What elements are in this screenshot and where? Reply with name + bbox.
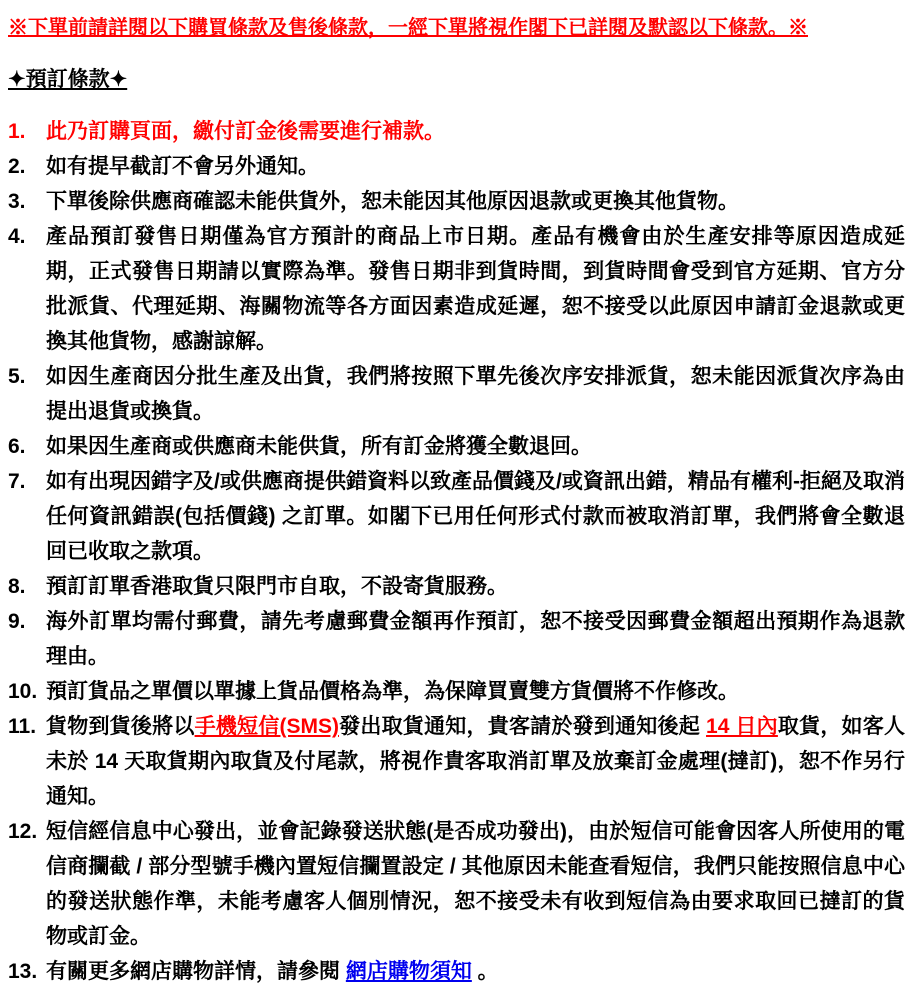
shop-guide-link[interactable]: 網店購物須知 [345, 960, 472, 983]
term-number: 2. [8, 155, 26, 178]
term-text [46, 954, 905, 989]
term-number: 5. [8, 365, 26, 388]
terms-item-6 [8, 429, 905, 464]
term-text-segment: 取貨，如客人未於 14 天取貨期內取貨及付尾款，將視作貴客取消訂單及放棄訂金處理(撻訂)，恕不作另行通知。 [46, 715, 906, 808]
term-text-segment: 預訂訂單香港取貨只限門市自取，不設寄貨服務。 [46, 575, 508, 598]
term-text-segment: 如有提早截訂不會另外通知。 [46, 155, 319, 178]
term-number: 6. [8, 435, 26, 458]
term-text-segment: 產品預訂發售日期僅為官方預計的商品上市日期。產品有機會由於生產安排等原因造成延期，正式發售日期請以實際為準。發售日期非到貨時間，到貨時間會受到官方延期、官方分批派貨、代理延期、海關物流等各方面因素造成延遲，恕不接受以此原因申請訂金退款或更換其他貨物，感謝諒解。 [46, 225, 905, 353]
terms-item-12 [8, 814, 905, 954]
term-text-segment: 如有出現因錯字及/或供應商提供錯資料以致產品價錢及/或資訊出錯，精品有權利-拒絕及取消任何資訊錯誤(包括價錢) 之訂單。如閣下已用任何形式付款而被取消訂單，我們將會全數退回已收取之款項。 [46, 470, 905, 563]
terms-item-8 [8, 569, 905, 604]
term-text [46, 569, 905, 604]
terms-item-11 [8, 709, 905, 814]
term-text [46, 464, 905, 569]
term-text-segment: 發出取貨通知，貴客請於發到通知後起 [338, 715, 707, 738]
term-text-segment: 。 [471, 960, 499, 983]
term-number: 1. [8, 120, 26, 143]
terms-list [8, 114, 905, 989]
section-header-preorder-terms: ✦預訂條款✦ [8, 68, 128, 91]
term-text [46, 604, 905, 674]
term-number: 13. [8, 960, 38, 983]
terms-item-3 [8, 184, 905, 219]
term-number: 10. [8, 680, 38, 703]
term-text [46, 814, 905, 954]
term-number: 12. [8, 820, 38, 843]
term-text [46, 184, 905, 219]
term-text [46, 709, 905, 814]
terms-item-9 [8, 604, 905, 674]
term-text-segment: 海外訂單均需付郵費，請先考慮郵費金額再作預訂，恕不接受因郵費金額超出預期作為退款理由。 [46, 610, 905, 668]
term-number: 11. [8, 715, 37, 738]
term-text-segment: 預訂貨品之單價以單據上貨品價格為準，為保障買賣雙方貨價將不作修改。 [46, 680, 739, 703]
term-text-segment: 如因生產商因分批生產及出貨，我們將按照下單先後次序安排派貨，恕未能因派貨次序為由提出退貨或換貨。 [46, 365, 905, 423]
term-number: 7. [8, 470, 26, 493]
terms-item-5 [8, 359, 905, 429]
term-text-segment: 貨物到貨後將以 [46, 715, 195, 738]
emphasis-red-underline: 手機短信(SMS) [194, 715, 339, 738]
page-title: ※下單前請詳閱以下購買條款及售後條款，一經下單將視作閣下已詳閱及默認以下條款。※ [8, 17, 808, 39]
term-text-segment: 有關更多網店購物詳情，請參閱 [46, 960, 346, 983]
terms-item-7 [8, 464, 905, 569]
term-text [46, 359, 905, 429]
term-text-segment: 短信經信息中心發出，並會記錄發送狀態(是否成功發出)，由於短信可能會因客人所使用的電信商攔截 / 部分型號手機內置短信攔置設定 / 其他原因未能查看短信，我們只能按照信息中心的發送狀態作準，未能考慮客人個別情況，恕不接受未有收到短信為由要求取回已撻訂的貨物或訂金。 [46, 820, 905, 948]
terms-item-13 [8, 954, 905, 989]
term-text [46, 149, 905, 184]
term-number: 4. [8, 225, 26, 248]
terms-item-2 [8, 149, 905, 184]
term-text [46, 429, 905, 464]
term-number: 3. [8, 190, 26, 213]
term-text-segment: 下單後除供應商確認未能供貨外，恕未能因其他原因退款或更換其他貨物。 [46, 190, 739, 213]
term-text [46, 114, 905, 149]
term-text [46, 219, 905, 359]
terms-item-10 [8, 674, 905, 709]
section-header-row [8, 66, 905, 94]
term-number: 8. [8, 575, 26, 598]
term-text-segment: 此乃訂購頁面，繳付訂金後需要進行補款。 [46, 120, 445, 143]
terms-item-4 [8, 219, 905, 359]
term-text-segment: 如果因生產商或供應商未能供貨，所有訂金將獲全數退回。 [46, 435, 592, 458]
emphasis-red-underline: 14 日內 [706, 715, 778, 738]
term-text [46, 674, 905, 709]
terms-item-1 [8, 114, 905, 149]
term-number: 9. [8, 610, 26, 633]
